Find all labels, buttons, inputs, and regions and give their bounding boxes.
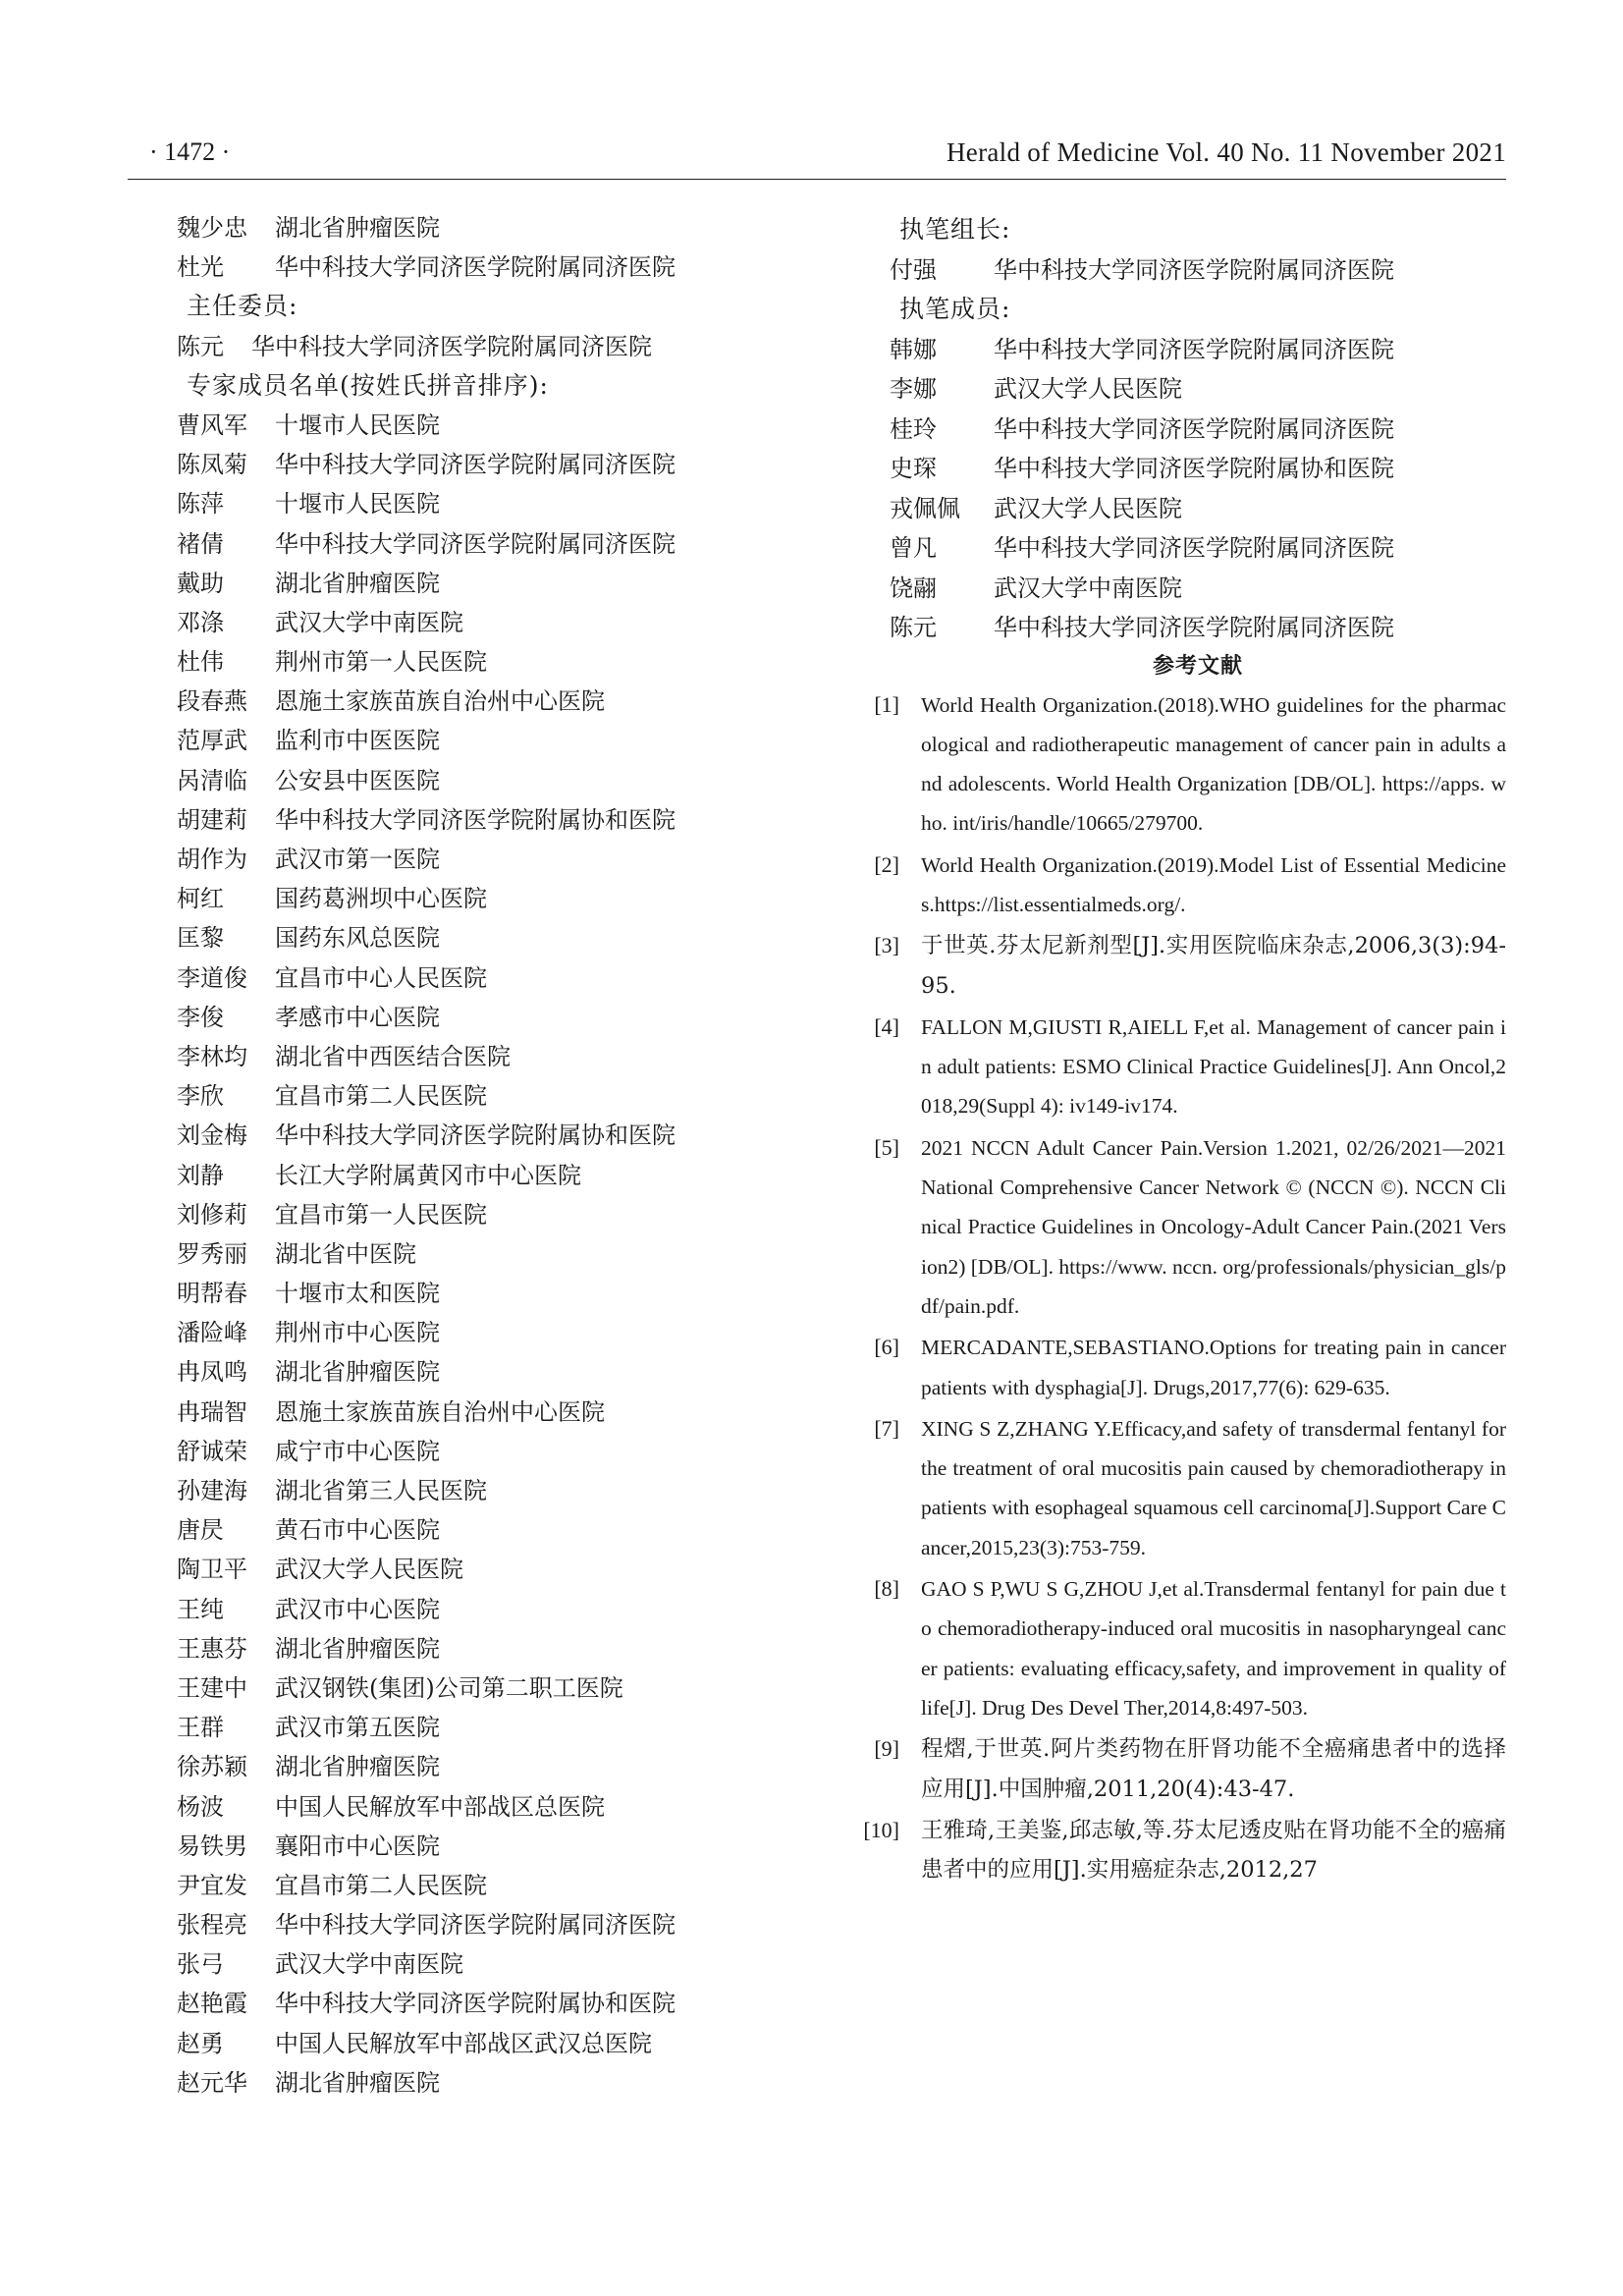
member-affiliation: 国药东风总医院 <box>275 924 440 953</box>
member-row <box>850 449 1506 489</box>
member-affiliation: 湖北省第三人民医院 <box>275 1477 487 1504</box>
member-name: 李俊 <box>177 1003 224 1031</box>
page-header <box>128 134 1506 180</box>
member-affiliation: 华中科技大学同济医学院附属协和医院 <box>994 455 1394 482</box>
member-row <box>177 484 766 523</box>
member-name: 陈元 <box>890 614 937 641</box>
member-row <box>177 208 766 247</box>
member-name: 戴助 <box>177 569 224 597</box>
leader-row <box>850 250 1506 291</box>
reference-item <box>850 1569 1506 1727</box>
member-row <box>177 1274 766 1313</box>
member-row <box>177 1234 766 1274</box>
member-name: 王纯 <box>177 1595 224 1623</box>
member-name: 杜伟 <box>177 648 224 677</box>
member-name: 胡建莉 <box>177 805 247 834</box>
member-name: 桂玲 <box>890 414 937 443</box>
member-name: 李道俊 <box>177 963 247 992</box>
member-name: 曾凡 <box>890 534 937 562</box>
director-label: 主任委员: <box>187 292 298 321</box>
reference-item <box>850 1729 1506 1809</box>
member-row <box>850 489 1506 529</box>
member-name: 徐苏颖 <box>177 1753 247 1781</box>
member-affiliation: 武汉大学中南医院 <box>275 608 463 636</box>
member-name: 魏少忠 <box>177 214 247 242</box>
member-row <box>177 564 766 603</box>
member-affiliation: 武汉大学人民医院 <box>994 375 1182 403</box>
member-affiliation: 华中科技大学同济医学院附属协和医院 <box>275 805 676 834</box>
member-name: 饶翮 <box>890 574 937 602</box>
reference-text: 程熠,于世英.阿片类药物在肝肾功能不全癌痛患者中的选择应用[J].中国肿瘤,2011,20(4):43-47. <box>921 1736 1506 1802</box>
member-row <box>177 1905 766 1944</box>
reference-number: [9] <box>874 1736 899 1762</box>
member-affiliation: 武汉市中心医院 <box>275 1595 440 1623</box>
member-row <box>177 761 766 800</box>
journal-title: Herald of Medicine Vol. 40 No. 11 November 2021 <box>947 137 1506 167</box>
member-name: 胡作为 <box>177 846 247 873</box>
reference-item <box>850 1328 1506 1407</box>
references-list <box>850 685 1506 1890</box>
member-row <box>177 1866 766 1905</box>
member-row <box>850 569 1506 609</box>
member-row <box>177 1432 766 1471</box>
member-name: 李娜 <box>890 375 937 403</box>
member-name: 赵艳霞 <box>177 1990 247 2018</box>
member-name: 褚倩 <box>177 529 224 558</box>
reference-number: [3] <box>874 933 899 958</box>
member-row <box>177 603 766 642</box>
member-row <box>177 958 766 998</box>
member-affiliation: 襄阳市中心医院 <box>275 1831 440 1860</box>
reference-text: World Health Organization.(2018).WHO guidelines for the pharmacological and radiotherapeutic management of cancer pain in adults and adolescents. World Health Organization [DB/OL]. https://apps. who. int/iris/handle/10665/279700. <box>921 692 1506 836</box>
member-name: 刘修莉 <box>177 1200 247 1229</box>
experts-list <box>177 406 766 2103</box>
member-affiliation: 宜昌市第二人民医院 <box>275 1871 487 1899</box>
member-affiliation: 十堰市太和医院 <box>275 1280 440 1308</box>
reference-item <box>850 1811 1506 1890</box>
member-row <box>177 1352 766 1392</box>
member-name: 史琛 <box>890 455 937 482</box>
member-row <box>177 406 766 445</box>
member-row <box>177 2063 766 2103</box>
member-affiliation: 华中科技大学同济医学院附属协和医院 <box>275 1990 676 2018</box>
member-row <box>177 1550 766 1589</box>
member-name: 戎佩佩 <box>890 494 960 522</box>
member-name: 杨波 <box>177 1792 224 1821</box>
member-affiliation: 宜昌市第一人民医院 <box>275 1200 487 1229</box>
member-affiliation: 湖北省肿瘤医院 <box>275 2068 440 2097</box>
member-affiliation: 咸宁市中心医院 <box>275 1437 440 1465</box>
reference-number: [6] <box>874 1335 899 1360</box>
member-row <box>177 1116 766 1155</box>
member-affiliation: 武汉市第一医院 <box>275 846 440 873</box>
member-affiliation: 监利市中医医院 <box>275 727 440 755</box>
member-row <box>177 247 766 287</box>
right-column <box>850 210 1506 1889</box>
reference-number: [2] <box>874 851 899 877</box>
member-row <box>177 840 766 879</box>
member-row <box>177 998 766 1037</box>
member-affiliation: 华中科技大学同济医学院附属协和医院 <box>275 1121 676 1150</box>
top-members-list <box>177 208 766 287</box>
member-name: 刘金梅 <box>177 1121 247 1150</box>
member-affiliation: 武汉市第五医院 <box>275 1714 440 1742</box>
member-affiliation: 武汉大学人民医院 <box>994 494 1182 522</box>
member-name: 赵勇 <box>177 2029 224 2057</box>
left-column <box>177 208 766 2103</box>
member-name: 张弓 <box>177 1950 224 1979</box>
reference-text: 王雅琦,王美鉴,邱志敏,等.芬太尼透皮贴在肾功能不全的癌痛患者中的应用[J].实用癌症杂志,2012,27 <box>921 1817 1506 1884</box>
reference-number: [8] <box>874 1576 899 1602</box>
member-affiliation: 湖北省中医院 <box>275 1239 416 1268</box>
reference-text: MERCADANTE,SEBASTIANO.Options for treating pain in cancer patients with dysphagia[J]. Drugs,2017,77(6): 629-635. <box>921 1336 1506 1399</box>
member-affiliation: 中国人民解放军中部战区总医院 <box>275 1792 605 1821</box>
page-number: · 1472 · <box>149 137 231 166</box>
member-affiliation: 华中科技大学同济医学院附属同济医院 <box>275 253 676 282</box>
member-affiliation: 华中科技大学同济医学院附属同济医院 <box>994 255 1394 284</box>
reference-number: [5] <box>874 1134 899 1160</box>
member-row <box>850 608 1506 648</box>
member-name: 罗秀丽 <box>177 1239 247 1268</box>
member-affiliation: 华中科技大学同济医学院附属同济医院 <box>994 335 1394 363</box>
reference-item <box>850 1128 1506 1326</box>
member-row <box>177 1708 766 1747</box>
member-name: 杜光 <box>177 253 224 282</box>
member-affiliation: 孝感市中心医院 <box>275 1003 440 1031</box>
writers-list <box>850 330 1506 648</box>
reference-text: GAO S P,WU S G,ZHOU J,et al.Transdermal fentanyl for pain due to chemoradiotherapy-induced oral mucositis in nasopharyngeal cancer patients: evaluating efficacy,safety, and improvement in quality of life[J]. Drug Des Devel Ther,2014,8:497-503. <box>921 1577 1506 1720</box>
member-row <box>177 1471 766 1510</box>
reference-text: 2021 NCCN Adult Cancer Pain.Version 1.2021, 02/26/2021—2021 National Comprehensive Cancer Network © (NCCN ©). NCCN Clinical Practice Guidelines in Oncology-Adult Cancer Pain.(2021 Version2) [DB/OL]. https://www. nccn. org/professionals/physician_gls/pdf/pain.pdf. <box>921 1135 1506 1318</box>
member-name: 邓涤 <box>177 608 224 636</box>
member-row <box>177 1393 766 1432</box>
member-affiliation: 宜昌市第二人民医院 <box>275 1082 487 1111</box>
member-row <box>177 1076 766 1116</box>
member-affiliation: 华中科技大学同济医学院附属同济医院 <box>994 414 1394 443</box>
reference-item <box>850 926 1506 1006</box>
member-row <box>177 800 766 840</box>
writers-label: 执笔成员: <box>899 295 1011 323</box>
member-affiliation: 华中科技大学同济医学院附属同济医院 <box>275 451 676 479</box>
reference-text: XING S Z,ZHANG Y.Efficacy,and safety of transdermal fentanyl for the treatment of oral mucositis pain caused by chemoradiotherapy in patients with esophageal squamous cell carcinoma[J].Support Care Cancer,2015,23(3):753-759. <box>921 1416 1506 1559</box>
member-affiliation: 荆州市第一人民医院 <box>275 648 487 677</box>
member-row <box>177 1156 766 1195</box>
director-row <box>177 327 766 366</box>
member-name: 韩娜 <box>890 335 937 363</box>
member-row <box>177 642 766 682</box>
member-name: 冉瑞智 <box>177 1397 247 1426</box>
member-name: 舒诚荣 <box>177 1437 247 1465</box>
member-affiliation: 公安县中医医院 <box>275 766 440 794</box>
references-title: 参考文献 <box>1152 652 1243 679</box>
member-name: 冉凤鸣 <box>177 1358 247 1387</box>
member-affiliation: 十堰市人民医院 <box>275 410 440 439</box>
reference-text: World Health Organization.(2019).Model List of Essential Medicines.https://list.essentialmeds.org/. <box>921 852 1506 916</box>
member-name: 刘静 <box>177 1161 224 1189</box>
member-row <box>177 1984 766 2023</box>
member-row <box>850 369 1506 410</box>
member-affiliation: 华中科技大学同济医学院附属同济医院 <box>251 332 652 360</box>
member-name: 明帮春 <box>177 1280 247 1308</box>
member-row <box>177 682 766 721</box>
member-name: 唐昃 <box>177 1516 224 1545</box>
member-affiliation: 湖北省肿瘤医院 <box>275 1358 440 1387</box>
member-row <box>177 1037 766 1076</box>
experts-label: 专家成员名单(按姓氏拼音排序): <box>187 370 549 400</box>
member-name: 尹宜发 <box>177 1871 247 1899</box>
reference-number: [10] <box>863 1817 899 1842</box>
member-affiliation: 十堰市人民医院 <box>275 490 440 519</box>
member-name: 呙清临 <box>177 766 247 794</box>
member-row <box>177 1313 766 1352</box>
member-name: 孙建海 <box>177 1477 247 1504</box>
member-name: 曹风军 <box>177 410 247 439</box>
reference-item <box>850 1409 1506 1567</box>
member-affiliation: 黄石市中心医院 <box>275 1516 440 1545</box>
reference-number: [7] <box>874 1415 899 1441</box>
reference-number: [1] <box>874 691 899 717</box>
member-affiliation: 恩施土家族苗族自治州中心医院 <box>275 1397 605 1426</box>
member-affiliation: 湖北省肿瘤医院 <box>275 1634 440 1663</box>
member-name: 范厚武 <box>177 727 247 755</box>
member-row <box>177 1787 766 1827</box>
member-name: 匡黎 <box>177 924 224 953</box>
member-affiliation: 华中科技大学同济医学院附属同济医院 <box>994 614 1394 641</box>
member-affiliation: 武汉大学中南医院 <box>275 1950 463 1979</box>
member-name: 段春燕 <box>177 687 247 716</box>
member-affiliation: 中国人民解放军中部战区武汉总医院 <box>275 2029 652 2057</box>
member-row <box>850 330 1506 370</box>
member-row <box>177 445 766 484</box>
member-affiliation: 恩施土家族苗族自治州中心医院 <box>275 687 605 716</box>
member-name: 陈元 <box>177 332 224 360</box>
member-row <box>177 1827 766 1866</box>
leader-label: 执笔组长: <box>899 215 1011 244</box>
member-affiliation: 武汉钢铁(集团)公司第二职工医院 <box>275 1673 623 1702</box>
member-row <box>850 410 1506 450</box>
reference-item <box>850 685 1506 844</box>
member-name: 张程亮 <box>177 1911 247 1940</box>
member-affiliation: 宜昌市中心人民医院 <box>275 963 487 992</box>
member-affiliation: 华中科技大学同济医学院附属同济医院 <box>275 529 676 558</box>
member-affiliation: 湖北省中西医结合医院 <box>275 1042 511 1070</box>
member-row <box>177 1590 766 1629</box>
member-affiliation: 湖北省肿瘤医院 <box>275 1753 440 1781</box>
member-name: 王群 <box>177 1714 224 1742</box>
member-affiliation: 湖北省肿瘤医院 <box>275 569 440 597</box>
member-name: 李林均 <box>177 1042 247 1070</box>
member-row <box>177 524 766 564</box>
member-row <box>177 1747 766 1786</box>
member-name: 付强 <box>890 255 937 284</box>
member-name: 陶卫平 <box>177 1556 247 1584</box>
member-affiliation: 武汉大学人民医院 <box>275 1556 463 1584</box>
reference-item <box>850 1008 1506 1126</box>
member-row <box>177 1195 766 1234</box>
member-affiliation: 国药葛洲坝中心医院 <box>275 885 487 913</box>
member-name: 潘险峰 <box>177 1319 247 1347</box>
member-affiliation: 长江大学附属黄冈市中心医院 <box>275 1161 581 1189</box>
member-row <box>177 1510 766 1550</box>
member-row <box>177 2024 766 2063</box>
member-affiliation: 华中科技大学同济医学院附属同济医院 <box>994 534 1394 562</box>
member-name: 陈凤菊 <box>177 451 247 479</box>
reference-text: 于世英.芬太尼新剂型[J].实用医院临床杂志,2006,3(3):94-95. <box>921 933 1506 999</box>
reference-item <box>850 846 1506 925</box>
member-row <box>177 879 766 918</box>
member-row <box>177 721 766 760</box>
member-row <box>177 918 766 957</box>
member-row <box>177 1629 766 1668</box>
member-row <box>177 1668 766 1708</box>
member-name: 陈萍 <box>177 490 224 519</box>
member-name: 王建中 <box>177 1673 247 1702</box>
member-name: 易铁男 <box>177 1831 247 1860</box>
member-name: 柯红 <box>177 885 224 913</box>
reference-number: [4] <box>874 1013 899 1039</box>
member-affiliation: 湖北省肿瘤医院 <box>275 214 440 242</box>
member-affiliation: 武汉大学中南医院 <box>994 574 1182 602</box>
member-name: 王惠芬 <box>177 1634 247 1663</box>
member-row <box>177 1944 766 1984</box>
member-affiliation: 华中科技大学同济医学院附属同济医院 <box>275 1911 676 1940</box>
member-name: 赵元华 <box>177 2068 247 2097</box>
member-name: 李欣 <box>177 1082 224 1111</box>
member-row <box>850 528 1506 569</box>
reference-text: FALLON M,GIUSTI R,AIELL F,et al. Management of cancer pain in adult patients: ESMO Clinical Practice Guidelines[J]. Ann Oncol,2018,29(Suppl 4): iv149-iv174. <box>921 1014 1506 1119</box>
member-affiliation: 荆州市中心医院 <box>275 1319 440 1347</box>
